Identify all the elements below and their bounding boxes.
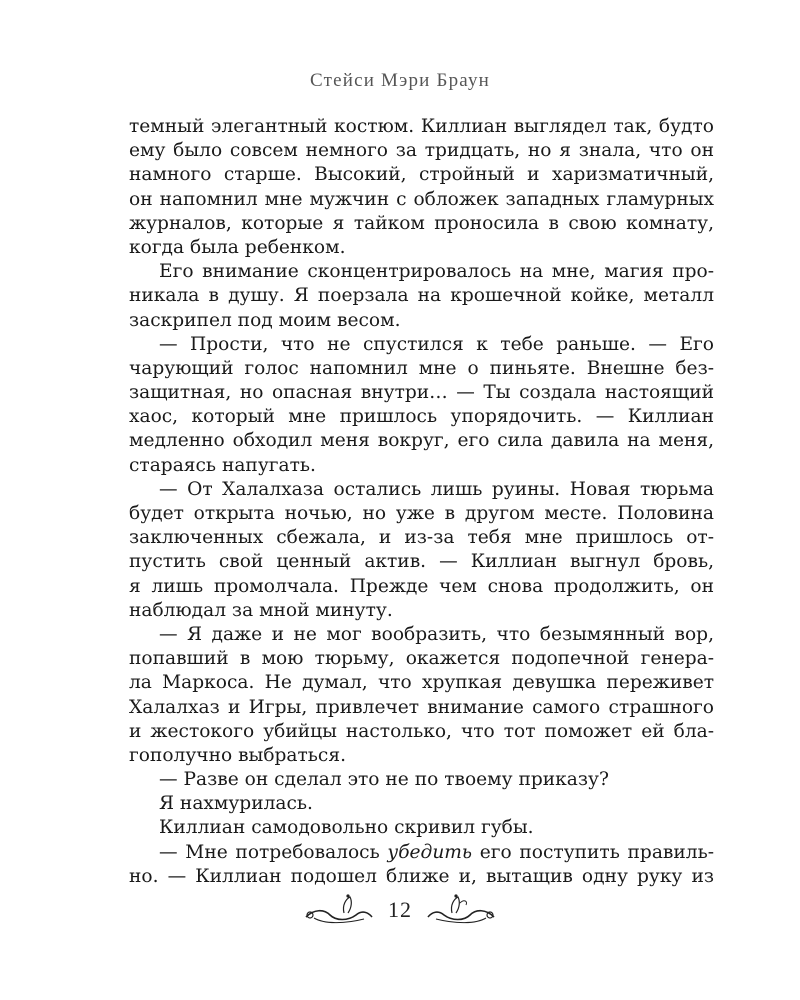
text-line-italic — [129, 841, 714, 865]
text-line: и жестокого убийцы настолько, что тот поможет ей бла- — [129, 720, 714, 742]
text-line: пустить свой ценный актив. — Киллиан выгнул бровь, — [129, 551, 714, 573]
text-line: заключенных сбежала, и из-за тебя мне пришлось от- — [129, 527, 714, 549]
text-line: Халалхаз и Игры, привлечет внимание самого страшного — [129, 696, 714, 718]
text-line: попавший в мою тюрьму, окажется подопечной генера- — [129, 648, 714, 670]
text-line: я лишь промолчала. Прежде чем снова продолжить, он — [129, 575, 714, 597]
text-line: но. — Киллиан подошел ближе и, вытащив одну руку из — [129, 865, 714, 887]
text-line: чарующий голос напомнил мне о пиньяте. Внешне без- — [129, 357, 714, 379]
running-head-author: Стейси Мэри Браун — [309, 70, 491, 91]
text-line: Его внимание сконцентрировалось на мне, магия про- — [159, 261, 714, 283]
left-ornament-icon — [304, 891, 374, 925]
text-line: намного старше. Высокий, стройный и харизматичный, — [129, 164, 714, 186]
text-fragment: его поступить правиль- — [472, 841, 714, 863]
text-line: — Прости, что не спустился к тебе раньше. — Его — [159, 333, 714, 355]
text-line: — Я даже и не мог вообразить, что безымянный вор, — [159, 623, 714, 645]
text-line: хаос, который мне пришлось упорядочить. — Киллиан — [129, 406, 714, 428]
text-line: медленно обходил меня вокруг, его сила давила на меня, — [129, 430, 714, 452]
text-line: никала в душу. Я поерзала на крошечной койке, металл — [129, 285, 714, 307]
text-line: он напомнил мне мужчин с обложек западных гламурных — [129, 188, 714, 210]
page-number: 12 — [388, 897, 412, 922]
right-ornament-icon — [426, 891, 496, 925]
page-footer — [0, 883, 800, 933]
text-fragment: — Мне потребовалось — [159, 841, 388, 863]
text-line: наблюдал за мной минуту. — [129, 599, 393, 621]
text-line: журналов, которые я тайком проносила в свою комнату, — [129, 212, 714, 234]
italic-emphasis: убедить — [387, 841, 473, 863]
text-line: гополучно выбраться. — [129, 744, 346, 766]
text-line: темный элегантный костюм. Киллиан выглядел так, будто — [129, 116, 714, 137]
text-line: защитная, но опасная внутри… — Ты создала настоящий — [129, 382, 714, 404]
text-line: ла Маркоса. Не думал, что хрупкая девушка переживет — [129, 672, 714, 694]
text-line: ему было совсем немного за тридцать, но я знала, что он — [129, 140, 714, 162]
body-text — [129, 115, 714, 889]
text-line: стараясь напугать. — [129, 454, 316, 476]
text-line: Я нахмурилась. — [159, 793, 313, 815]
text-line: будет открыта ночью, но уже в другом месте. Половина — [129, 503, 714, 524]
text-line: когда была ребенком. — [129, 236, 346, 258]
text-line: заскрипел под моим весом. — [129, 309, 401, 331]
text-line: — Разве он сделал это не по твоему приказу? — [159, 769, 609, 791]
text-line: — От Халалхаза остались лишь руины. Новая тюрьма — [159, 478, 714, 500]
text-line: Киллиан самодовольно скривил губы. — [159, 817, 534, 839]
